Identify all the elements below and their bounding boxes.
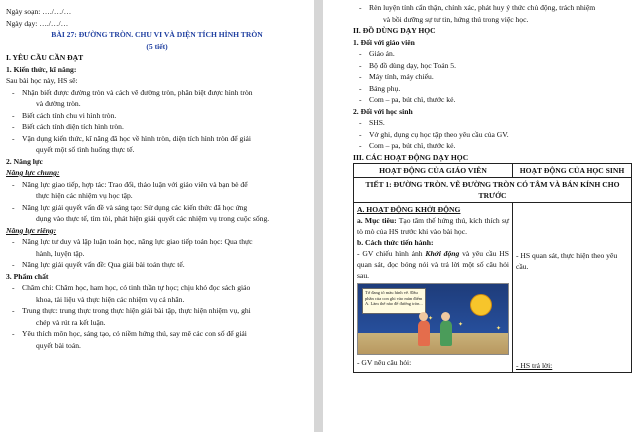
left-line: chép và rút ra kết luận. <box>36 317 106 327</box>
right-line: - Com – pa, bút chì, thước kẻ. <box>353 140 632 152</box>
left-line: 3. Phẩm chất <box>6 271 49 281</box>
left-line: - Biết cách tính diện tích hình tròn. <box>6 121 308 133</box>
right-line: - Com – pa, bút chì, thước kẻ. <box>353 94 632 106</box>
lesson-title: TIẾT 1: ĐƯỜNG TRÒN. VẼ ĐƯỜNG TRÒN CÓ TÂM VÀ BÁN KÍNH CHO TRƯỚC <box>354 178 632 203</box>
right-line: - Vở ghi, dụng cụ học tập theo yêu cầu của GV. <box>353 129 632 141</box>
right-line: - SHS. <box>353 117 632 129</box>
illustration-student-b-head <box>441 312 450 321</box>
document-page-left <box>0 0 314 432</box>
right-page-text <box>353 2 632 373</box>
teacher-instruction <box>357 248 509 281</box>
illustration-student-a <box>418 320 430 346</box>
teacher-instruction-1: - GV chiếu hình ảnh <box>357 249 426 258</box>
right-line: II. ĐỒ DÙNG DẠY HỌC <box>353 26 436 35</box>
illustration-speech-board: Tớ đang tô màu hình vẽ. Đầu phần của con ghi vào màn điểm A. Làm thế nào để đường tròn... <box>362 288 426 314</box>
goal-paragraph <box>357 215 509 237</box>
right-line: - Rèn luyện tính cẩn thận, chính xác, phát huy ý thức chủ động, trách nhiệm <box>353 2 632 14</box>
left-line: Sau bài học này, HS sẽ: <box>6 76 78 85</box>
right-line: - Giáo án. <box>353 48 632 60</box>
right-line: và bồi dưỡng sự tư tin, hứng thú trong việc học. <box>383 14 529 24</box>
left-line: - Năng lực giải quyết vấn đề và sáng tạo: Sử dụng các kiến thức đã học ứng <box>6 202 308 214</box>
left-line: quyết một số tình huống thực tế. <box>36 145 135 154</box>
left-line: - Năng lực tư duy và lập luận toán học, năng lực giao tiếp toán học: Qua thực <box>6 236 308 248</box>
goal-label: a. Mục tiêu: <box>357 216 397 225</box>
goal-text: Tạo tâm thế hứng thú, kích thích sự tò mò của HS trước khi vào bài học. <box>357 216 509 236</box>
left-line: Năng lực riêng: <box>6 225 57 235</box>
left-line: 1. Kiến thức, kĩ năng: <box>6 64 77 74</box>
right-line: - Máy tính, máy chiếu. <box>353 71 632 83</box>
left-line: (5 tiết) <box>146 41 168 51</box>
left-line: và đường tròn. <box>36 99 81 108</box>
column-header-teacher: HOẠT ĐỘNG CỦA GIÁO VIÊN <box>354 164 513 178</box>
illustration-student-a-head <box>419 312 428 321</box>
left-line: Ngày soạn: …./…/… <box>6 7 72 16</box>
illustration-student-b <box>440 320 452 346</box>
right-line: III. CÁC HOẠT ĐỘNG DẠY HỌC <box>353 152 469 162</box>
left-line: dụng vào thực tế, tìm tòi, phát hiện giải quyết các nhiệm vụ trong cuộc sống. <box>36 214 270 223</box>
left-line: - Năng lực giao tiếp, hợp tác: Trao đổi, thảo luận với giáo viên và bạn bè để <box>6 179 308 191</box>
left-line: quyết bài toán. <box>36 340 81 350</box>
left-line: - Trung thực: trung thực trong thực hiện giải bài tập, thực hiện nhiệm vụ, ghi <box>6 305 308 317</box>
illustration-sun-drawing <box>470 294 492 316</box>
warmup-illustration <box>357 283 509 355</box>
right-line: 2. Đối với học sinh <box>353 106 413 116</box>
page-gap <box>314 0 323 432</box>
student-activity-cell <box>513 203 632 373</box>
student-response: - HS quan sát, thực hiện theo yêu cầu. <box>516 251 618 271</box>
right-line: - Bảng phụ. <box>353 83 632 95</box>
left-line: - Vận dụng kiến thức, kĩ năng đã học về hình tròn, diện tích hình tròn để giải <box>6 133 308 145</box>
left-line: - Yêu thích môn học, sáng tạo, có niềm hứng thú, say mê các con số để giải <box>6 328 308 340</box>
left-line: BÀI 27: ĐƯỜNG TRÒN. CHU VI VÀ DIỆN TÍCH HÌNH TRÒN <box>51 30 263 39</box>
right-page-lines <box>353 2 632 163</box>
left-line: - Biết cách tính chu vi hình tròn. <box>6 110 308 122</box>
left-page-text <box>6 6 308 351</box>
star-icon: ✦ <box>428 316 434 322</box>
right-line: 1. Đối với giáo viên <box>353 37 415 47</box>
left-line: Năng lực chung: <box>6 168 60 177</box>
teacher-activity-cell <box>354 203 513 373</box>
left-line: - Nhận biết được đường tròn và cách vẽ đường tròn, phân biệt được hình tròn <box>6 87 308 99</box>
left-line: - Chăm chỉ: Chăm học, ham học, có tinh thần tự học; chịu khó đọc sách giáo <box>6 282 308 294</box>
activity-table <box>353 163 632 373</box>
student-answer: - HS trả lời: <box>516 361 553 370</box>
section-a-heading: A. HOẠT ĐỘNG KHỞI ĐỘNG <box>357 205 461 214</box>
star-icon: ✦ <box>496 326 502 332</box>
left-line: 2. Năng lực <box>6 156 43 166</box>
left-line: hành, luyện tập. <box>36 248 85 258</box>
left-line: Ngày dạy: …./…/… <box>6 18 69 28</box>
star-icon: ✦ <box>458 322 464 328</box>
right-line: - Bộ đồ dùng dạy, học Toán 5. <box>353 60 632 72</box>
left-line: - Năng lực giải quyết vấn đề: Qua giải bài toán thực tế. <box>6 259 308 271</box>
teacher-instruction-bold: Khởi động <box>425 249 460 258</box>
left-line: khoa, tài liệu và thực hiện các nhiệm vụ cá nhân. <box>36 294 185 304</box>
teacher-question: - GV nêu câu hỏi: <box>357 358 412 367</box>
document-page-right <box>323 0 640 432</box>
teacher-instruction-2: và yêu cầu HS quan sát, đọc bóng nói và trả lời một số câu hỏi sau. <box>357 249 509 280</box>
procedure-label: b. Cách thức tiến hành: <box>357 238 434 247</box>
left-line: thực hiện các nhiệm vụ học tập. <box>36 191 133 200</box>
left-line: I. YÊU CẦU CẦN ĐẠT <box>6 53 84 62</box>
column-header-student: HOẠT ĐỘNG CỦA HỌC SINH <box>513 164 632 178</box>
